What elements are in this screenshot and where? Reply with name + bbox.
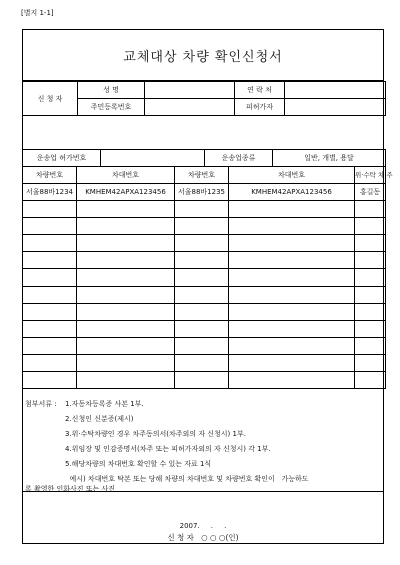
vehicle-number-cell[interactable] xyxy=(175,269,229,286)
name-field[interactable] xyxy=(145,82,235,99)
attachment-item: 3.위·수탁차량인 경우 차주동의서(차주외의 자 신청시) 1부. xyxy=(65,430,246,438)
chassis-number-cell[interactable] xyxy=(77,372,175,389)
form-title: 교체대상 차량 확인신청서 xyxy=(123,49,283,65)
owner-cell[interactable]: 홍길동 xyxy=(355,184,386,201)
rrn-label: 주민등록번호 xyxy=(78,99,145,116)
vehicle-row xyxy=(23,372,386,389)
victim-label: 피허가자 xyxy=(235,99,285,116)
vehicle-number-cell[interactable] xyxy=(23,218,77,235)
vehicle-number-cell[interactable] xyxy=(175,320,229,337)
chassis-number-cell[interactable] xyxy=(229,354,355,371)
vehicle-number-cell[interactable] xyxy=(175,372,229,389)
vehicle-number-cell[interactable] xyxy=(175,354,229,371)
title-area xyxy=(23,30,383,81)
vehicle-number-cell[interactable] xyxy=(23,320,77,337)
application-date: 2007. . . xyxy=(179,522,227,530)
chassis-number-cell[interactable] xyxy=(229,235,355,252)
owner-cell[interactable] xyxy=(355,372,386,389)
attachment-item: 예시) 차대번호 탁본 또는 당해 차량의 차대번호 및 차량번호 확인이 가능하도 xyxy=(65,475,309,483)
vehicle-row xyxy=(23,286,386,303)
vehicle-row xyxy=(23,235,386,252)
vehicle-number-cell[interactable] xyxy=(175,218,229,235)
permit-number-field[interactable] xyxy=(101,150,205,167)
attachment-item: 1.자동차등록증 사본 1부. xyxy=(65,400,144,408)
chassis-number-cell[interactable] xyxy=(229,303,355,320)
chassis-number-cell[interactable] xyxy=(229,218,355,235)
owner-cell[interactable] xyxy=(355,303,386,320)
rrn-field[interactable] xyxy=(145,99,235,116)
chassis-number-cell[interactable] xyxy=(77,337,175,354)
vehicle-number-cell[interactable] xyxy=(23,354,77,371)
vehicle-row xyxy=(23,218,386,235)
vehicle-number-cell[interactable] xyxy=(175,337,229,354)
vehicle-number-cell[interactable]: 서울88바1235 xyxy=(175,184,229,201)
vehicle-number-cell[interactable] xyxy=(23,235,77,252)
owner-cell[interactable] xyxy=(355,235,386,252)
owner-cell[interactable] xyxy=(355,354,386,371)
attachment-continuation: 록 촬영한 인화사진 또는 사진 xyxy=(25,485,116,493)
vehicle-number-cell[interactable] xyxy=(175,252,229,269)
header-consignment-owner: 위·수탁 차 주 xyxy=(355,167,386,184)
attachments-label: 첨부서류 : xyxy=(25,400,57,408)
chassis-number-cell[interactable] xyxy=(77,269,175,286)
vehicle-table xyxy=(22,166,393,389)
applicant-table xyxy=(22,81,386,116)
operation-type-field[interactable]: 일반, 개별, 용달 xyxy=(273,150,386,167)
vehicle-number-cell[interactable] xyxy=(23,252,77,269)
vehicle-number-cell[interactable] xyxy=(23,201,77,218)
vehicle-number-cell[interactable] xyxy=(23,337,77,354)
vehicle-number-cell[interactable] xyxy=(175,303,229,320)
chassis-number-cell[interactable] xyxy=(229,337,355,354)
chassis-number-cell[interactable]: KMHEM42APXA123456 xyxy=(77,184,175,201)
owner-cell[interactable] xyxy=(355,201,386,218)
chassis-number-cell[interactable] xyxy=(77,218,175,235)
vehicle-row xyxy=(23,337,386,354)
vehicle-number-cell[interactable] xyxy=(23,372,77,389)
applicant-signature: 신 청 자 ○ ○ ○(인) xyxy=(167,533,239,542)
chassis-number-cell[interactable] xyxy=(229,372,355,389)
vehicle-row xyxy=(23,269,386,286)
vehicle-number-cell[interactable] xyxy=(23,303,77,320)
chassis-number-cell[interactable] xyxy=(229,286,355,303)
chassis-number-cell[interactable] xyxy=(77,201,175,218)
contact-label: 연 락 처 xyxy=(235,82,285,99)
chassis-number-cell[interactable] xyxy=(229,201,355,218)
header-vehicle-number: 차량번호 xyxy=(175,167,229,184)
chassis-number-cell[interactable] xyxy=(77,320,175,337)
permit-number-label: 운송업 허가번호 xyxy=(23,150,101,167)
vehicle-number-cell[interactable] xyxy=(175,286,229,303)
vehicle-number-cell[interactable] xyxy=(23,286,77,303)
applicant-label: 신 청 자 xyxy=(23,82,78,116)
chassis-number-cell[interactable] xyxy=(77,286,175,303)
chassis-number-cell[interactable] xyxy=(77,303,175,320)
owner-cell[interactable] xyxy=(355,286,386,303)
vehicle-header-row xyxy=(23,167,386,184)
header-vehicle-number: 차량번호 xyxy=(23,167,77,184)
vehicle-row xyxy=(23,320,386,337)
chassis-number-cell[interactable] xyxy=(77,252,175,269)
vehicle-row xyxy=(23,252,386,269)
operation-type-label: 운송업종류 xyxy=(205,150,273,167)
victim-field[interactable] xyxy=(285,99,386,116)
vehicle-number-cell[interactable] xyxy=(175,235,229,252)
owner-cell[interactable] xyxy=(355,337,386,354)
operation-table xyxy=(22,149,386,167)
owner-cell[interactable] xyxy=(355,252,386,269)
vehicle-number-cell[interactable] xyxy=(23,269,77,286)
owner-cell[interactable] xyxy=(355,320,386,337)
vehicle-row xyxy=(23,201,386,218)
chassis-number-cell[interactable] xyxy=(229,252,355,269)
vehicle-row xyxy=(23,184,386,201)
contact-field[interactable] xyxy=(285,82,386,99)
owner-cell[interactable] xyxy=(355,218,386,235)
vehicle-number-cell[interactable] xyxy=(175,201,229,218)
chassis-number-cell[interactable] xyxy=(77,354,175,371)
attachment-item: 4.위임장 및 인감증명서(차주 또는 피허가자외의 자 신청시) 각 1부. xyxy=(65,445,271,453)
chassis-number-cell[interactable]: KMHEM42APXA123456 xyxy=(229,184,355,201)
application-form xyxy=(22,29,393,544)
vehicle-row xyxy=(23,303,386,320)
attachments-section xyxy=(23,396,383,492)
header-chassis-number: 차대번호 xyxy=(229,167,355,184)
vehicle-row xyxy=(23,354,386,371)
chassis-number-cell[interactable] xyxy=(77,235,175,252)
vehicle-number-cell[interactable]: 서울88바1234 xyxy=(23,184,77,201)
header-chassis-number: 차대번호 xyxy=(77,167,175,184)
attachment-item: 5.해당차량의 차대번호 확인할 수 있는 자료 1식 xyxy=(65,460,212,468)
document-form-label: [별지 1-1] xyxy=(21,9,54,17)
chassis-number-cell[interactable] xyxy=(229,269,355,286)
name-label: 성 명 xyxy=(78,82,145,99)
signature-area xyxy=(23,492,383,545)
chassis-number-cell[interactable] xyxy=(229,320,355,337)
owner-cell[interactable] xyxy=(355,269,386,286)
attachment-item: 2.신청인 신분증(제시) xyxy=(65,415,134,423)
